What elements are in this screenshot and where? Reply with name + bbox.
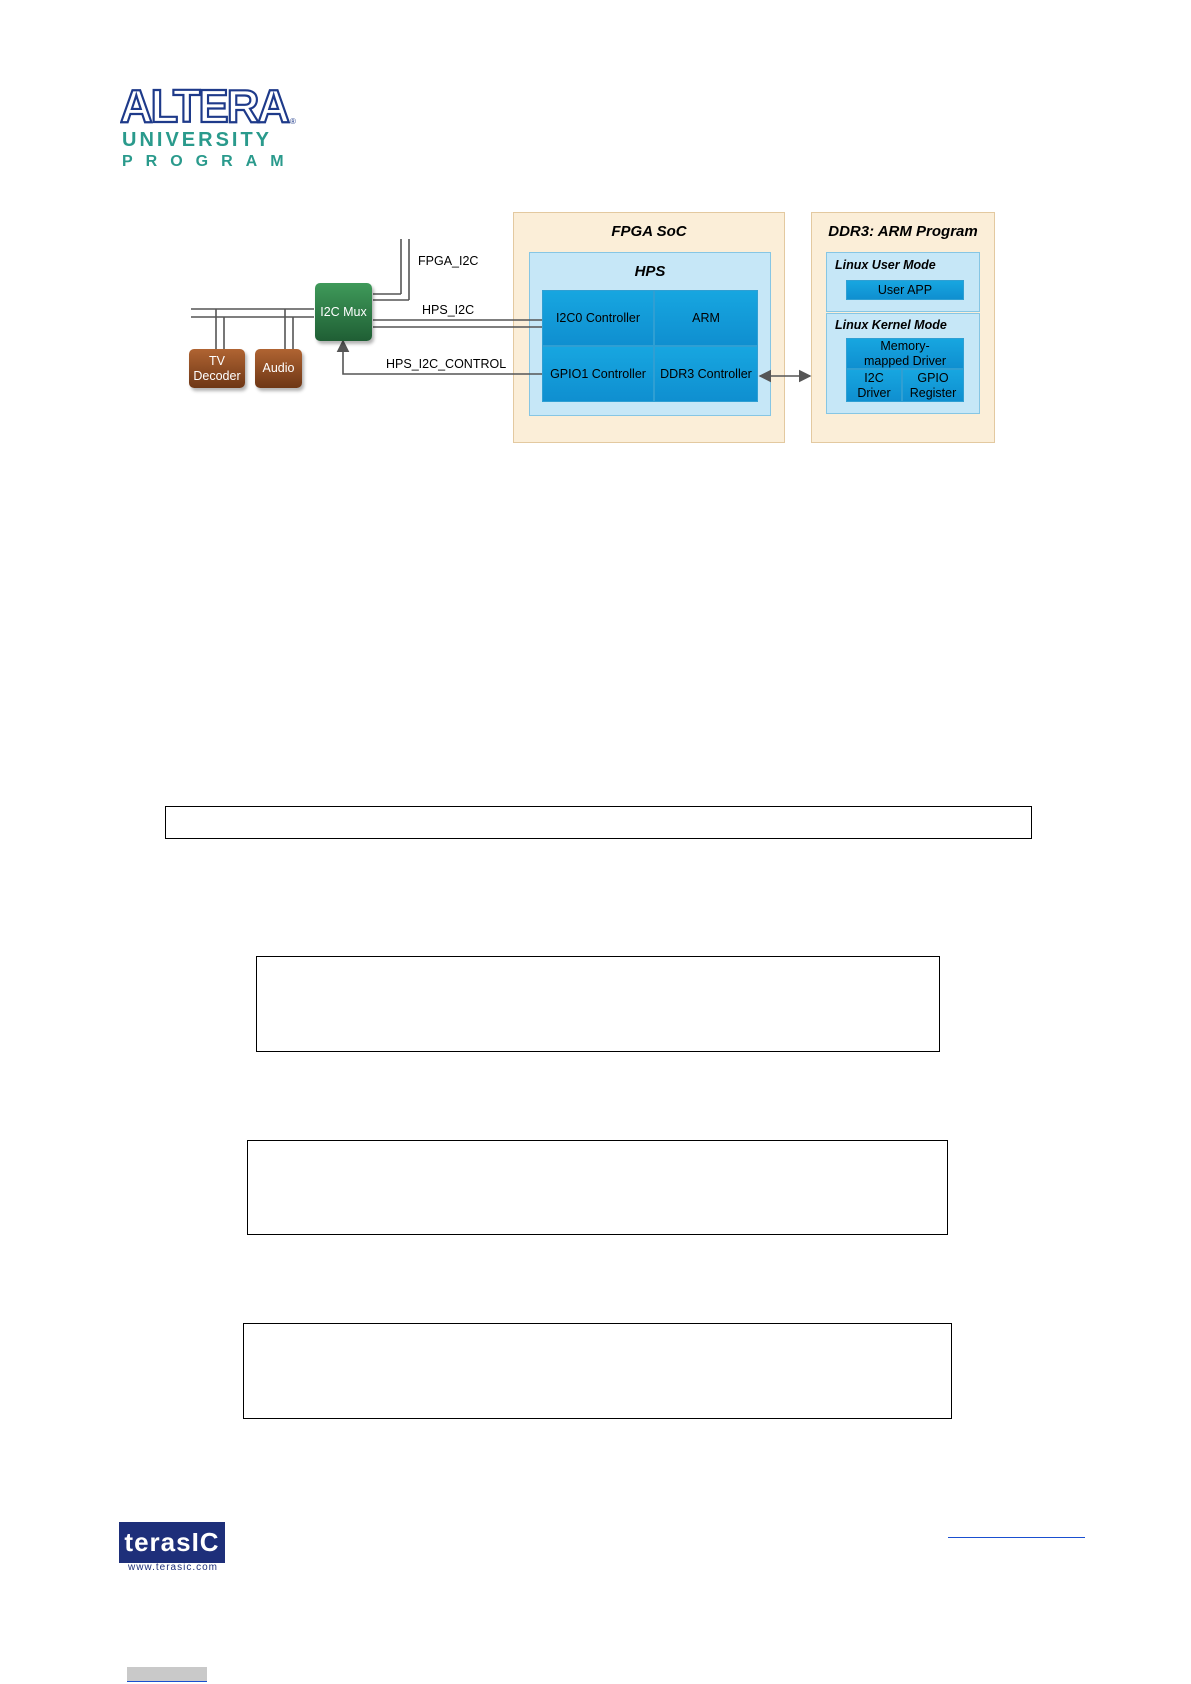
footer-bar <box>127 1667 207 1682</box>
linux-kernel-mode-title: Linux Kernel Mode <box>835 318 947 332</box>
linux-user-mode-title: Linux User Mode <box>835 258 936 272</box>
logo-university-text: UNIVERSITY <box>122 129 273 151</box>
arm-block: ARM <box>654 290 758 346</box>
ddr3-controller-block: DDR3 Controller <box>654 346 758 402</box>
hps-i2c-control-label: HPS_I2C_CONTROL <box>386 357 507 371</box>
svg-text:ALTERA: ALTERA <box>120 82 289 128</box>
user-app-block: User APP <box>846 280 964 300</box>
gpio-register-block: GPIO Register <box>902 369 964 402</box>
hps-i2c-label: HPS_I2C <box>422 303 475 317</box>
tv-decoder-chip: TV Decoder <box>189 349 245 388</box>
memory-mapped-driver-block: Memory-mapped Driver <box>846 338 964 369</box>
ddr3-program-title: DDR3: ARM Program <box>828 223 978 240</box>
code-box-1 <box>256 956 940 1052</box>
svg-text:®: ® <box>290 117 296 126</box>
diagram-connections <box>0 0 1191 480</box>
caption-box <box>165 806 1032 839</box>
gpio1-controller-block: GPIO1 Controller <box>542 346 654 402</box>
code-box-2 <box>247 1140 948 1235</box>
logo-program-text: PROGRAM <box>122 153 297 170</box>
terasic-logo: terasIC <box>119 1522 225 1563</box>
audio-chip: Audio <box>255 349 302 388</box>
i2c-mux-chip: I2C Mux <box>315 283 372 341</box>
fpga-i2c-label: FPGA_I2C <box>418 254 479 268</box>
terasic-url-text: www.terasic.com <box>127 1562 218 1573</box>
i2c0-controller-block: I2C0 Controller <box>542 290 654 346</box>
i2c-driver-block: I2C Driver <box>846 369 902 402</box>
code-box-3 <box>243 1323 952 1419</box>
fpga-soc-title: FPGA SoC <box>611 223 687 240</box>
hps-title: HPS <box>634 263 666 280</box>
footer-link[interactable] <box>948 1537 1085 1538</box>
